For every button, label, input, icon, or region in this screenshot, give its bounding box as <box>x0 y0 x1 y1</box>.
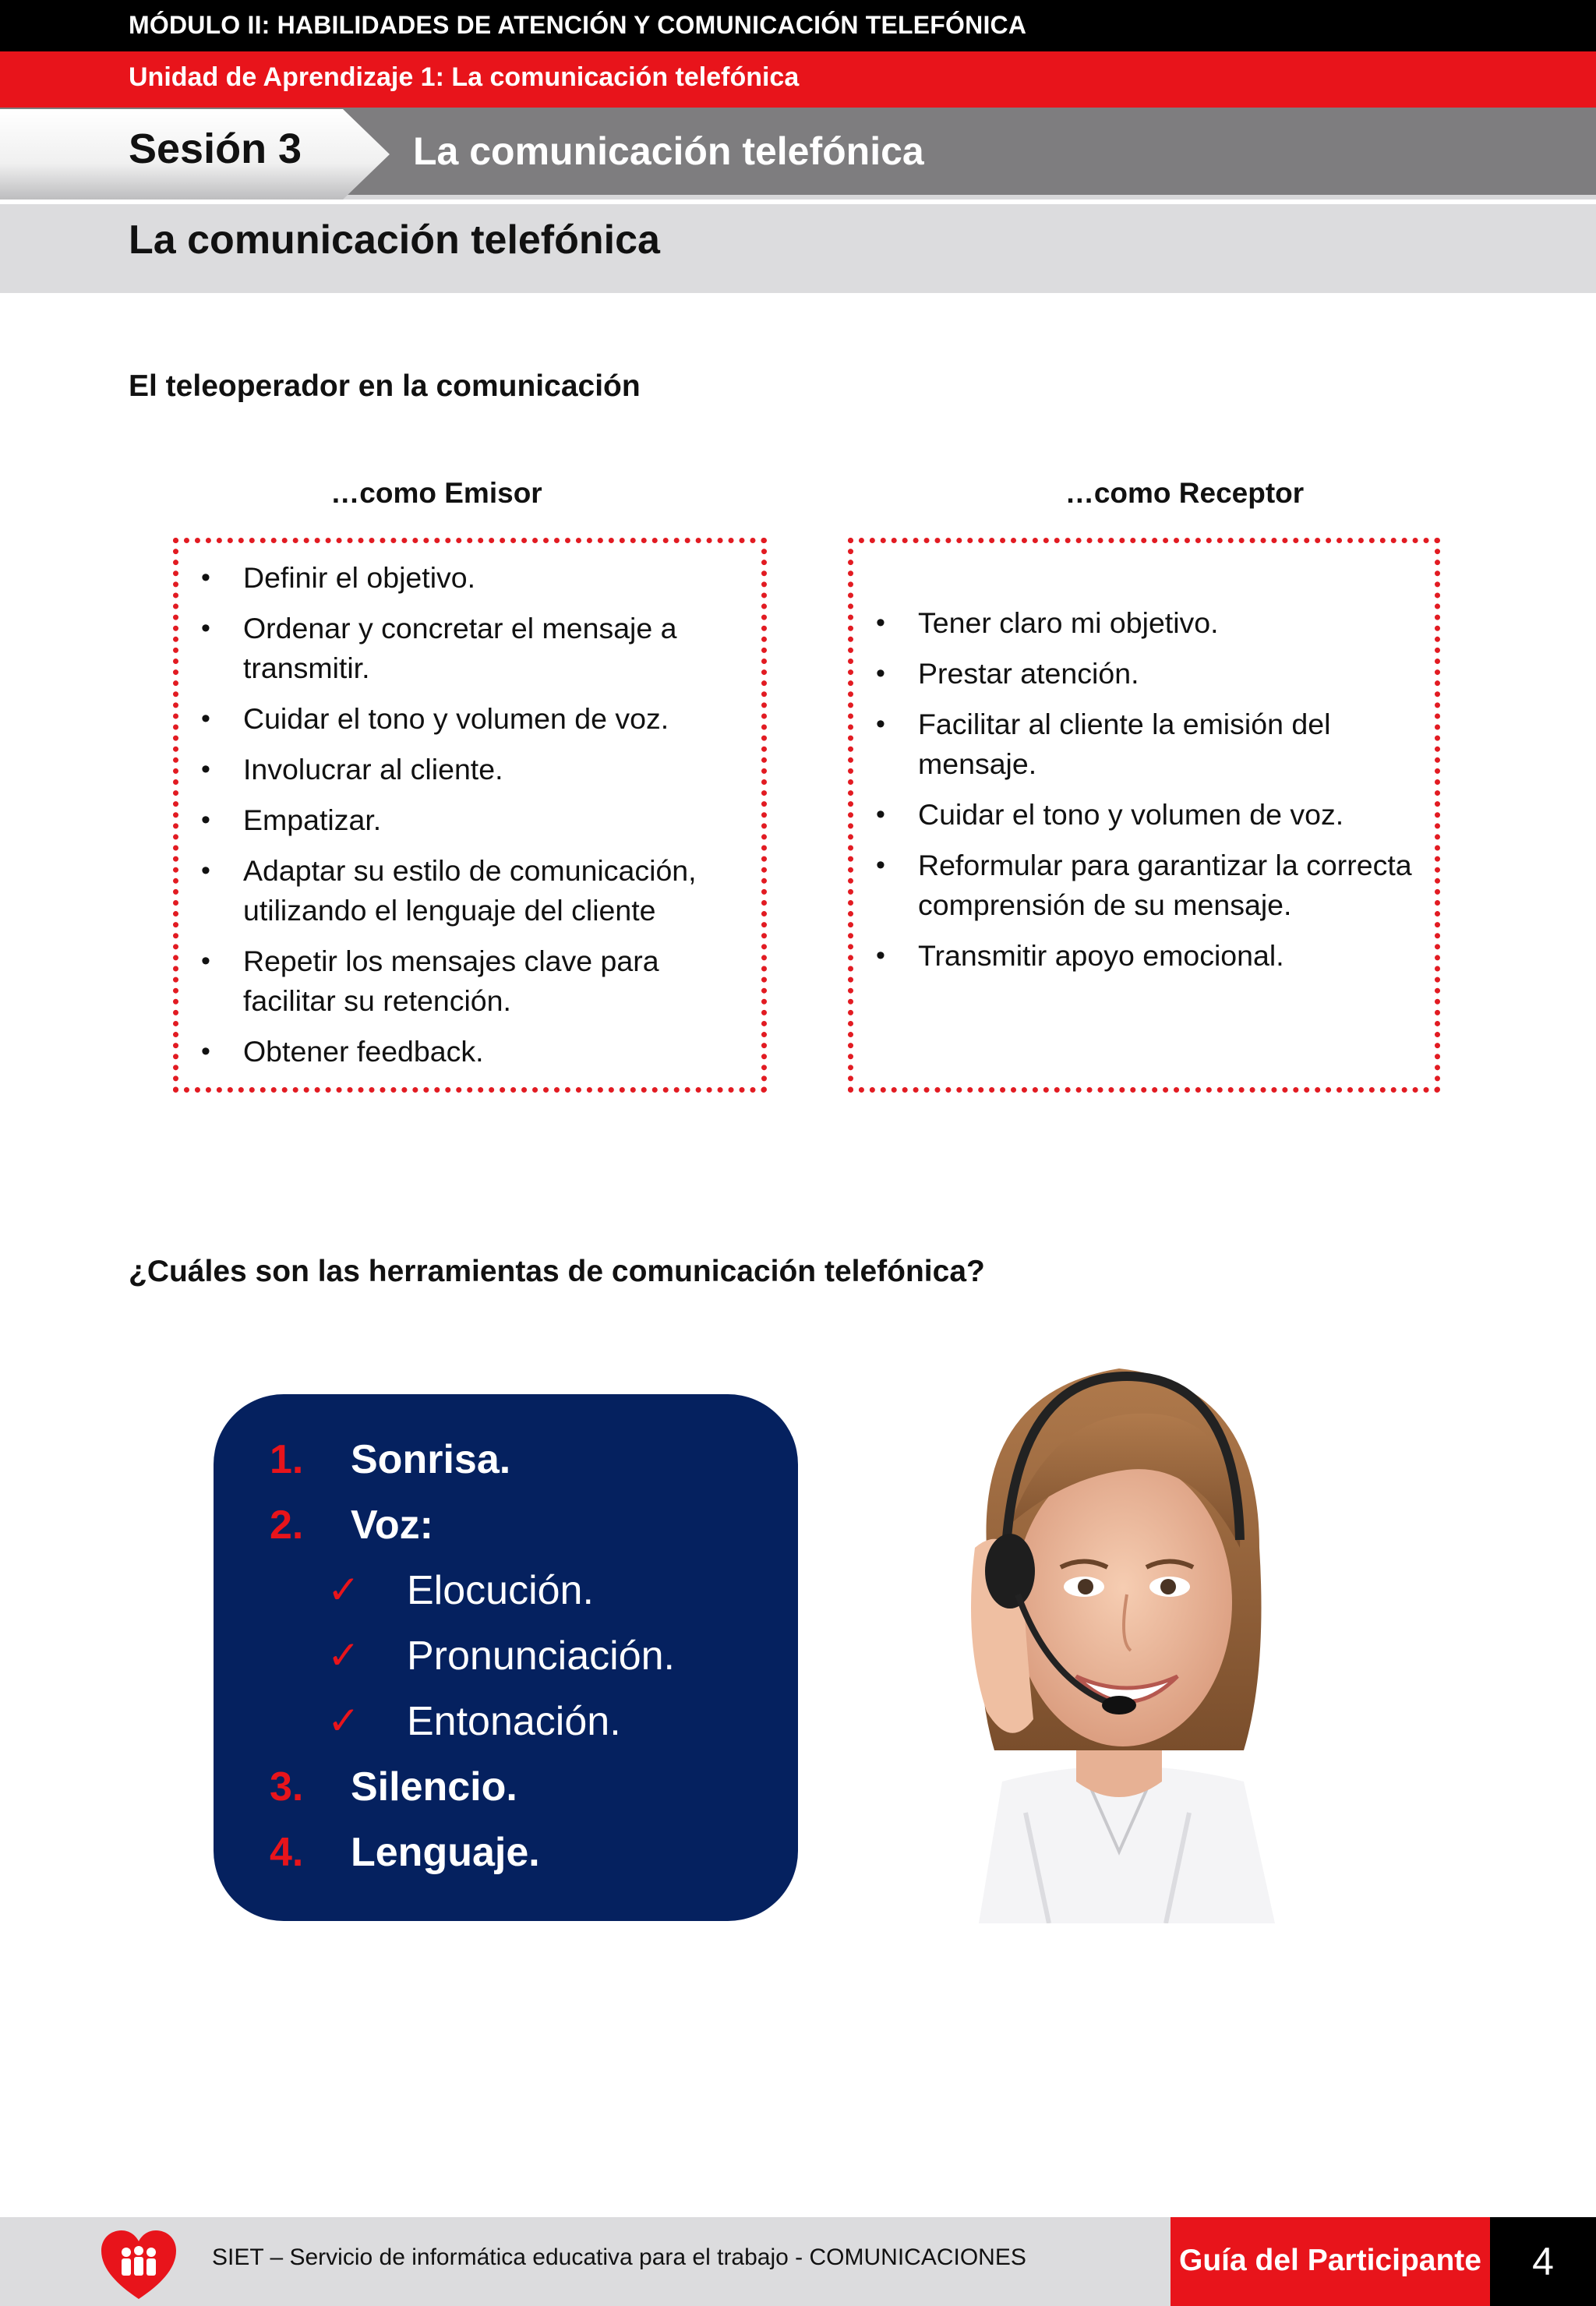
section-heading-tools: ¿Cuáles son las herramientas de comunicación telefónica? <box>129 1255 985 1288</box>
list-item: • Repetir los mensajes clave para facilitar su retención. <box>178 941 754 1021</box>
checkmark-icon: ✓ <box>327 1699 360 1743</box>
tool-label: Silencio. <box>351 1764 517 1810</box>
module-bar <box>0 0 1596 51</box>
checkmark-icon: ✓ <box>327 1568 360 1612</box>
list-item: • Obtener feedback. <box>178 1032 754 1072</box>
tool-number: 1. <box>270 1437 304 1482</box>
tools-box <box>214 1394 798 1921</box>
section-heading-teleoperator: El teleoperador en la comunicación <box>129 369 641 403</box>
page-number-box <box>1490 2217 1596 2306</box>
receptor-heading: …como Receptor <box>1065 477 1305 509</box>
list-item: • Reformular para garantizar la correcta comprensión de su mensaje. <box>853 846 1435 925</box>
emisor-list <box>178 558 754 1082</box>
emisor-heading: …como Emisor <box>330 477 542 509</box>
list-item: • Definir el objetivo. <box>178 558 754 598</box>
tool-sublabel: Entonación. <box>407 1699 621 1744</box>
receptor-list <box>853 603 1435 987</box>
tool-number: 4. <box>270 1830 304 1875</box>
list-item: • Transmitir apoyo emocional. <box>853 936 1435 976</box>
list-item: • Cuidar el tono y volumen de voz. <box>178 699 754 739</box>
footer-text: SIET – Servicio de informática educativa para el trabajo - COMUNICACIONES <box>212 2244 1026 2270</box>
list-item: • Facilitar al cliente la emisión del mensaje. <box>853 705 1435 784</box>
module-title: MÓDULO II: HABILIDADES DE ATENCIÓN Y COMUNICACIÓN TELEFÓNICA <box>129 11 1027 39</box>
tool-sublabel: Elocución. <box>407 1568 594 1613</box>
list-item: • Ordenar y concretar el mensaje a transmitir. <box>178 609 754 688</box>
page-number: 4 <box>1532 2240 1554 2283</box>
list-item: • Adaptar su estilo de comunicación, utilizando el lenguaje del cliente <box>178 851 754 931</box>
unit-bar <box>0 51 1596 108</box>
guide-label: Guía del Participante <box>1179 2244 1481 2277</box>
checkmark-icon: ✓ <box>327 1633 360 1677</box>
tool-label: Voz: <box>351 1503 433 1548</box>
session-title: La comunicación telefónica <box>413 129 924 173</box>
tool-label: Sonrisa. <box>351 1437 511 1482</box>
list-item: • Tener claro mi objetivo. <box>853 603 1435 643</box>
list-item: • Empatizar. <box>178 800 754 840</box>
unit-title: Unidad de Aprendizaje 1: La comunicación telefónica <box>129 62 800 92</box>
list-item: • Prestar atención. <box>853 654 1435 694</box>
siet-logo-icon <box>100 2229 178 2301</box>
list-item: • Cuidar el tono y volumen de voz. <box>853 795 1435 835</box>
tool-label: Lenguaje. <box>351 1830 540 1875</box>
session-label: Sesión 3 <box>129 125 302 172</box>
tool-sublabel: Pronunciación. <box>407 1633 675 1679</box>
guide-badge <box>1171 2217 1490 2306</box>
list-item: • Involucrar al cliente. <box>178 750 754 789</box>
tool-number: 3. <box>270 1764 304 1810</box>
tool-number: 2. <box>270 1503 304 1548</box>
call-center-operator-image <box>932 1345 1306 1923</box>
page-title: La comunicación telefónica <box>129 217 660 263</box>
